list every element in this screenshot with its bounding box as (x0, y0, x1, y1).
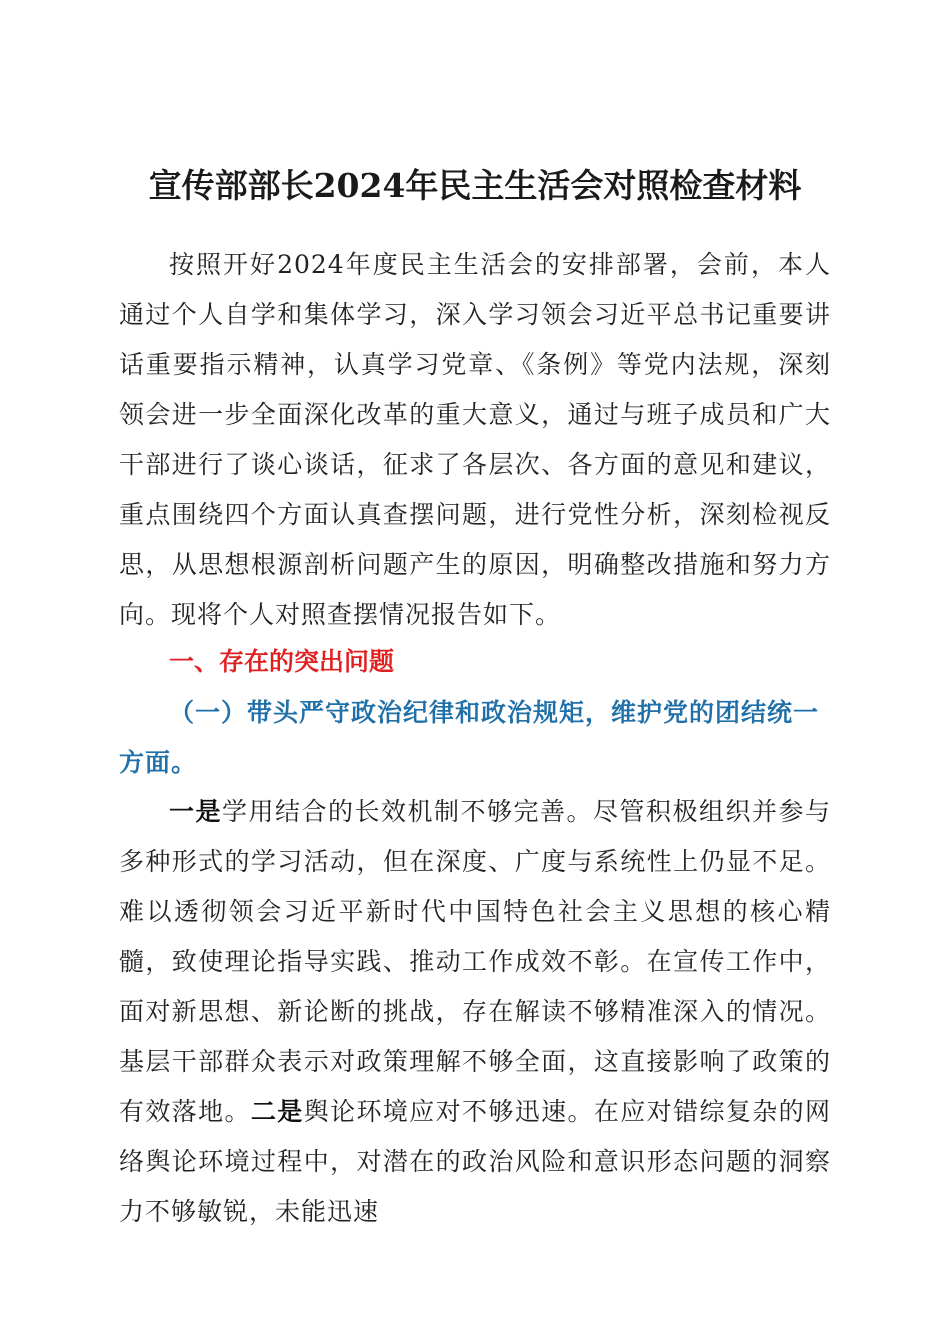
point-1-text: 学用结合的长效机制不够完善。尽管积极组织并参与多种形式的学习活动，但在深度、广度与系统性上仍显不足。难以透彻领会习近平新时代中国特色社会主义思想的核心精髓，致使理论指导实践、推动工作成效不彰。在宣传工作中，面对新思想、新论断的挑战，存在解读不够精准深入的情况。基层干部群众表示对政策理解不够全面，这直接影响了政策的有效落地。 (119, 797, 831, 1126)
section-heading-problems: 一、存在的突出问题 (169, 647, 395, 676)
point-2-text: 舆论环境应对不够迅速。在应对错综复杂的网络舆论环境过程中，对潜在的政治风险和意识形态问题的洞察力不够敏锐，未能迅速 (119, 1097, 831, 1226)
intro-paragraph: 按照开好2024年度民主生活会的安排部署，会前，本人通过个人自学和集体学习，深入学习领会习近平总书记重要讲话重要指示精神，认真学习党章、《条例》等党内法规，深刻领会进一步全面深化改革的重大意义，通过与班子成员和广大干部进行了谈心谈话，征求了各层次、各方面的意见和建议，重点围绕四个方面认真查摆问题，进行党性分析，深刻检视反思，从思想根源剖析问题产生的原因，明确整改措施和努力方向。现将个人对照查摆情况报告如下。 (119, 250, 831, 629)
point-1-label: 一是 (169, 797, 222, 826)
subsection-heading-political-discipline: （一）带头严守政治纪律和政治规矩，维护党的团结统一方面。 (119, 698, 820, 777)
document-title: 宣传部部长2024年民主生活会对照检查材料 (148, 166, 802, 205)
problem-points-paragraph (119, 787, 831, 1237)
point-2-label: 二是 (250, 1097, 304, 1126)
